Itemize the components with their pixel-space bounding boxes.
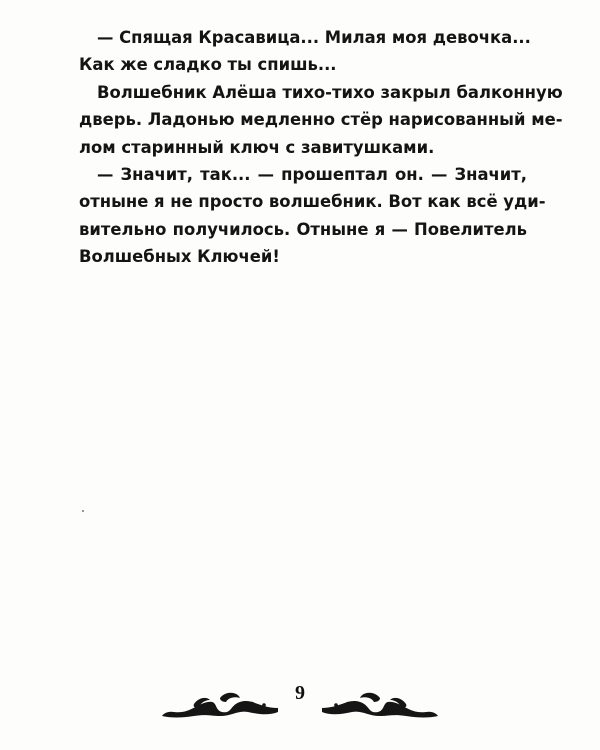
page-number: 9 (295, 682, 305, 704)
paragraph (79, 79, 563, 161)
text-line: отныне я не просто волшебник. Вот как всё уди- (79, 192, 546, 212)
page-footer (160, 682, 440, 722)
text-line: — Значит, так... — прошептал он. — Значит, (97, 164, 527, 184)
text-line: Волшебных Ключей! (79, 247, 280, 267)
text-line: Волшебник Алёша тихо-тихо закрыл балконную (97, 82, 563, 102)
text-line: Как же сладко ты спишь... (79, 55, 337, 75)
text-line: дверь. Ладонью медленно стёр нарисованный ме- (79, 110, 563, 130)
text-line: лом старинный ключ с завитушками. (79, 137, 435, 157)
body-text (79, 24, 563, 271)
paragraph (79, 24, 531, 79)
text-line: вительно получилось. Отныне я — Повелитель (79, 219, 527, 239)
text-line: — Спящая Красавица... Милая моя девочка... (97, 28, 531, 47)
paragraph (79, 161, 546, 271)
paper-speck (82, 510, 84, 512)
flourish-ornament-icon (320, 686, 440, 720)
flourish-ornament-icon (160, 686, 280, 720)
